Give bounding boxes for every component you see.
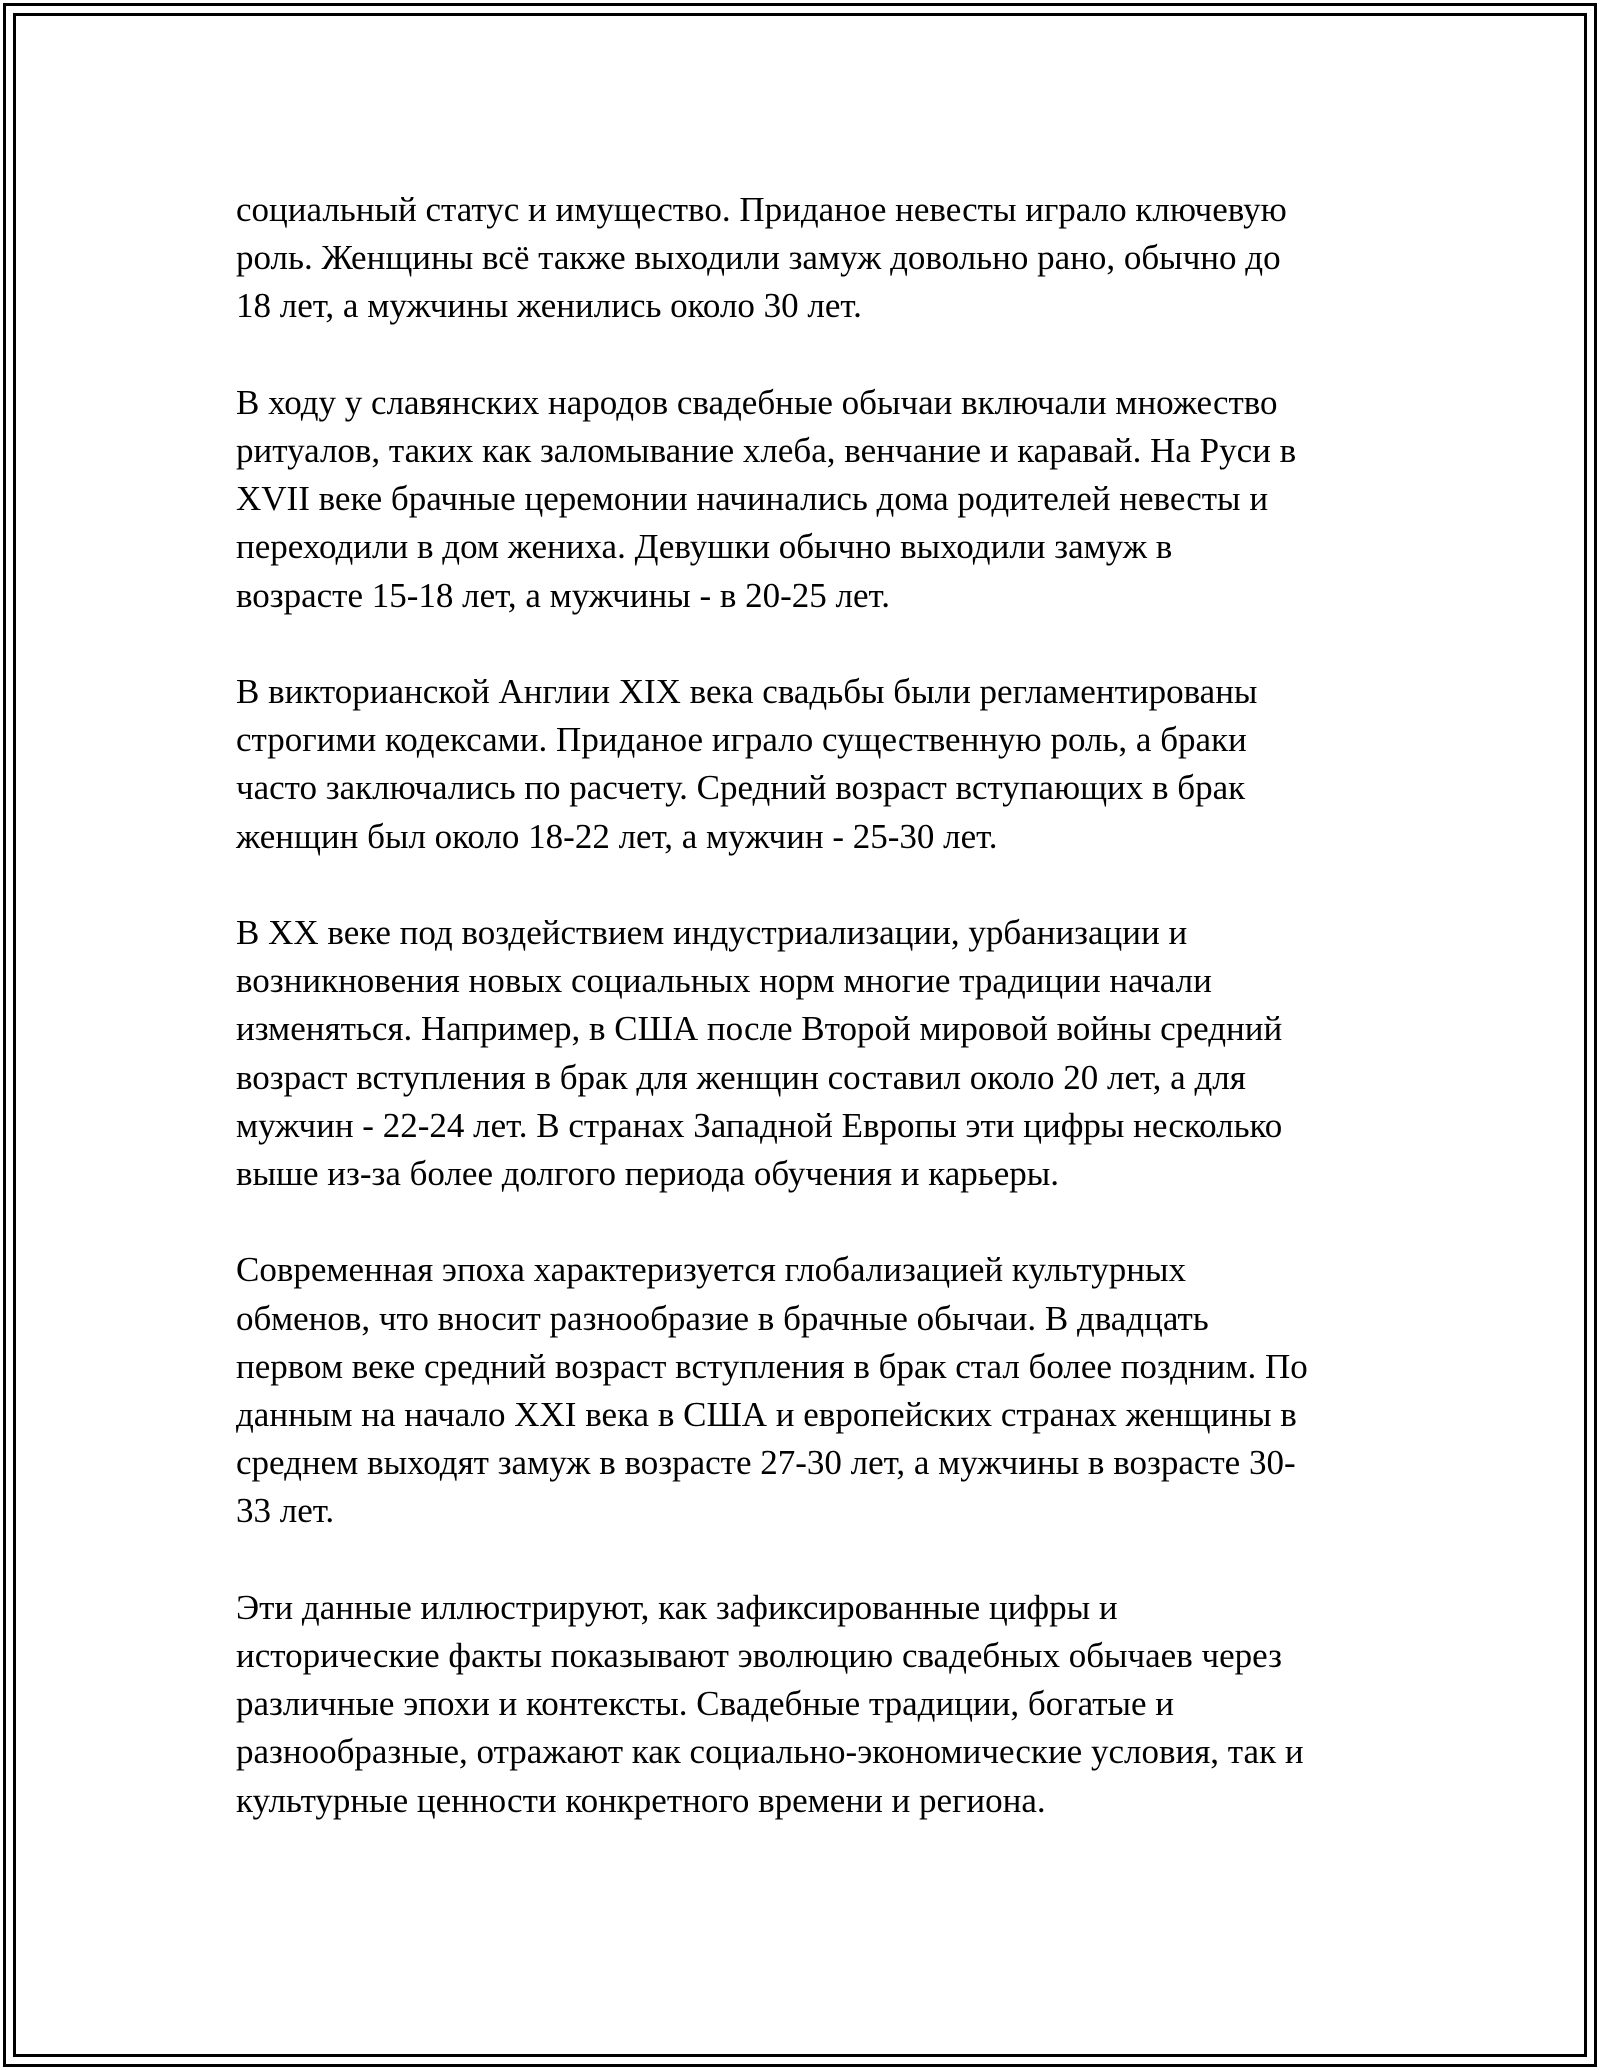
- text-line: данным на начало XXI века в США и европейских странах женщины в: [236, 1395, 1297, 1435]
- paragraph: [236, 1246, 1386, 1535]
- text-line: культурные ценности конкретного времени и региона.: [236, 1780, 1046, 1820]
- text-line: переходили в дом жениха. Девушки обычно выходили замуж в: [236, 527, 1173, 567]
- text-line: возрасте 15-18 лет, а мужчины - в 20-25 лет.: [236, 575, 890, 615]
- text-line: В ходу у славянских народов свадебные обычаи включали множество: [236, 382, 1278, 422]
- text-line: Эти данные иллюстрируют, как зафиксированные цифры и: [236, 1587, 1118, 1627]
- text-line: возникновения новых социальных норм многие традиции начали: [236, 961, 1212, 1001]
- text-line: разнообразные, отражают как социально-экономические условия, так и: [236, 1732, 1304, 1772]
- text-line: роль. Женщины всё также выходили замуж довольно рано, обычно до: [236, 238, 1281, 278]
- text-line: социальный статус и имущество. Приданое невесты играло ключевую: [236, 190, 1287, 229]
- text-line: В XX веке под воздействием индустриализации, урбанизации и: [236, 913, 1188, 952]
- text-line: В викторианской Англии XIX века свадьбы были регламентированы: [236, 672, 1258, 711]
- paragraph: [236, 379, 1386, 620]
- text-line: строгими кодексами. Приданое играло существенную роль, а браки: [236, 720, 1247, 760]
- document-body: [236, 186, 1386, 1825]
- text-line: женщин был около 18-22 лет, а мужчин - 25-30 лет.: [236, 816, 998, 856]
- paragraph: [236, 668, 1386, 861]
- paragraph: [236, 1584, 1386, 1825]
- paragraph: [236, 186, 1386, 331]
- text-line: исторические факты показывают эволюцию свадебных обычаев через: [236, 1636, 1282, 1676]
- text-line: Современная эпоха характеризуется глобализацией культурных: [236, 1250, 1186, 1290]
- text-line: 33 лет.: [236, 1491, 335, 1531]
- text-line: возраст вступления в брак для женщин составил около 20 лет, а для: [236, 1057, 1246, 1097]
- text-line: мужчин - 22-24 лет. В странах Западной Европы эти цифры несколько: [236, 1105, 1283, 1145]
- text-line: 18 лет, а мужчины женились около 30 лет.: [236, 286, 862, 326]
- text-line: среднем выходят замуж в возрасте 27-30 лет, а мужчины в возрасте 30-: [236, 1443, 1296, 1483]
- text-line: первом веке средний возраст вступления в брак стал более поздним. По: [236, 1346, 1308, 1386]
- text-line: ритуалов, таких как заломывание хлеба, венчание и каравай. На Руси в: [236, 431, 1297, 470]
- text-line: изменяться. Например, в США после Второй мировой войны средний: [236, 1009, 1283, 1049]
- text-line: XVII веке брачные церемонии начинались дома родителей невесты и: [236, 479, 1269, 519]
- text-line: часто заключались по расчету. Средний возраст вступающих в брак: [236, 768, 1246, 808]
- text-line: выше из-за более долгого периода обучения и карьеры.: [236, 1154, 1060, 1194]
- paragraph: [236, 909, 1386, 1198]
- text-line: обменов, что вносит разнообразие в брачные обычаи. В двадцать: [236, 1298, 1209, 1338]
- text-line: различные эпохи и контексты. Свадебные традиции, богатые и: [236, 1684, 1175, 1724]
